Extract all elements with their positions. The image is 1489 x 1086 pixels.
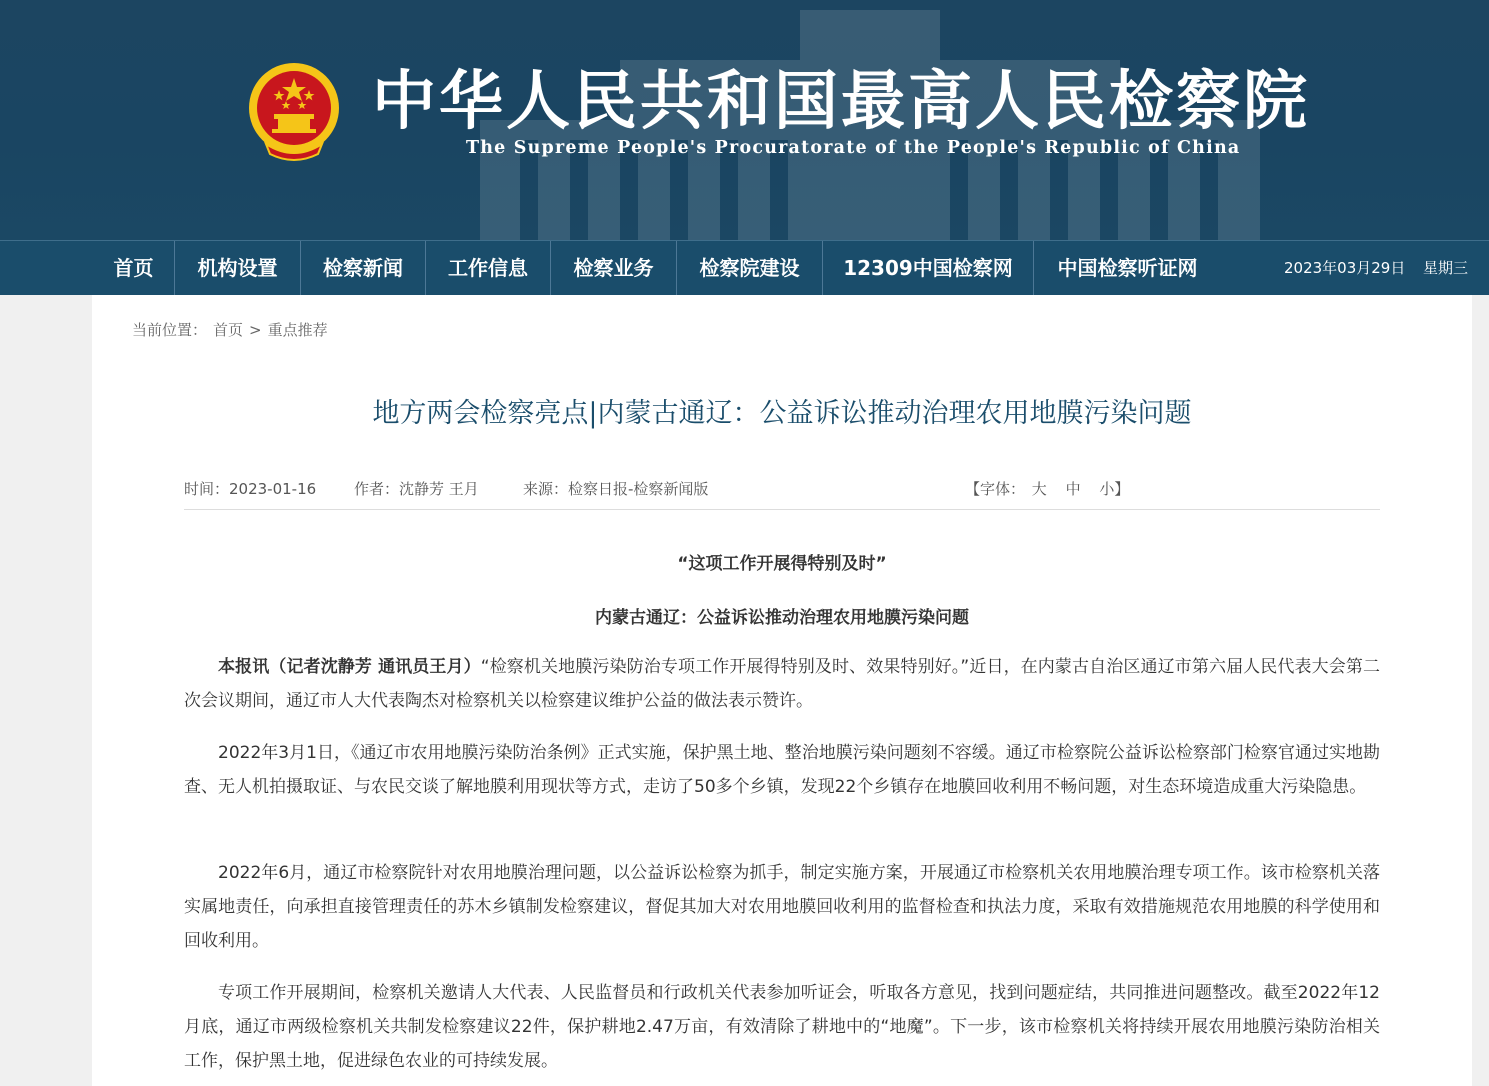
article-paragraph bbox=[184, 650, 1380, 718]
breadcrumb-prefix: 当前位置： bbox=[132, 321, 208, 339]
nav-item-work-info[interactable]: 工作信息 bbox=[448, 256, 528, 280]
site-subtitle: The Supreme People's Procuratorate of the People's Republic of China bbox=[466, 138, 1241, 158]
main-nav bbox=[0, 240, 1489, 295]
national-emblem-icon bbox=[246, 62, 342, 164]
article-subhead: 内蒙古通辽：公益诉讼推动治理农用地膜污染问题 bbox=[595, 608, 969, 628]
nav-item-home[interactable]: 首页 bbox=[113, 256, 154, 280]
font-size-medium-button[interactable]: 中 bbox=[1065, 480, 1081, 498]
article-author: 作者：沈静芳 王月 bbox=[354, 480, 479, 498]
header-banner bbox=[0, 0, 1489, 240]
nav-item-12309[interactable]: 12309中国检察网 bbox=[843, 256, 1013, 280]
breadcrumb-home-link[interactable]: 首页 bbox=[213, 321, 244, 339]
site-title: 中华人民共和国最高人民检察院 bbox=[372, 64, 1310, 139]
breadcrumb-separator: > bbox=[249, 321, 262, 339]
article-container bbox=[92, 295, 1472, 1086]
font-size-large-button[interactable]: 大 bbox=[1031, 480, 1047, 498]
current-date: 2023年03月29日 bbox=[1284, 259, 1406, 277]
article-title: 地方两会检察亮点|内蒙古通辽：公益诉讼推动治理农用地膜污染问题 bbox=[372, 398, 1192, 429]
article-paragraph: 2022年6月，通辽市检察院针对农用地膜治理问题，以公益诉讼检察为抓手，制定实施方案，开展通辽市检察机关农用地膜治理专项工作。该市检察机关落实属地责任，向承担直接管理责任的苏木乡镇制发检察建议，督促其加大对农用地膜回收利用的监督检查和执法力度，采取有效措施规范农用地膜的科学使用和回收利用。 bbox=[184, 863, 1380, 951]
breadcrumb bbox=[132, 319, 334, 340]
font-size-small-button[interactable]: 小 bbox=[1099, 480, 1115, 498]
nav-item-organization[interactable]: 机构设置 bbox=[197, 256, 278, 280]
nav-item-construction[interactable]: 检察院建设 bbox=[699, 256, 800, 280]
article-subhead: “这项工作开展得特别及时” bbox=[677, 554, 887, 574]
nav-item-hearing[interactable]: 中国检察听证网 bbox=[1057, 256, 1198, 280]
font-size-label: 【字体： bbox=[965, 480, 1026, 498]
meta-divider bbox=[184, 509, 1380, 510]
nav-item-business[interactable]: 检察业务 bbox=[573, 256, 654, 280]
paragraph-text: “检察机关地膜污染防治专项工作开展得特别及时、效果特别好。”近日，在内蒙古自治区通辽市第六届人民代表大会第二次会议期间，通辽市人大代表陶杰对检察机关以检察建议维护公益的做法表示赞许。 bbox=[184, 657, 1380, 711]
font-size-close: 】 bbox=[1114, 480, 1130, 498]
article-source: 来源：检察日报-检察新闻版 bbox=[523, 480, 709, 498]
nav-item-news[interactable]: 检察新闻 bbox=[323, 256, 403, 280]
article-paragraph: 2022年3月1日，《通辽市农用地膜污染防治条例》正式实施，保护黑土地、整治地膜污染问题刻不容缓。通辽市检察院公益诉讼检察部门检察官通过实地勘查、无人机拍摄取证、与农民交谈了解地膜利用现状等方式，走访了50多个乡镇，发现22个乡镇存在地膜回收利用不畅问题，对生态环境造成重大污染隐患。 bbox=[184, 743, 1380, 797]
breadcrumb-current-link[interactable]: 重点推荐 bbox=[267, 321, 328, 339]
font-size-control bbox=[965, 478, 1129, 499]
article-paragraph: 专项工作开展期间，检察机关邀请人大代表、人民监督员和行政机关代表参加听证会，听取各方意见，找到问题症结，共同推进问题整改。截至2022年12月底，通辽市两级检察机关共制发检察建议22件，保护耕地2.47万亩，有效清除了耕地中的“地魔”。下一步，该市检察机关将持续开展农用地膜污染防治相关工作，保护黑土地，促进绿色农业的可持续发展。 bbox=[184, 983, 1380, 1071]
paragraph-lead: 本报讯（记者沈静芳 通讯员王月） bbox=[218, 657, 481, 677]
current-weekday: 星期三 bbox=[1423, 259, 1469, 277]
article-time: 时间：2023-01-16 bbox=[184, 480, 317, 498]
